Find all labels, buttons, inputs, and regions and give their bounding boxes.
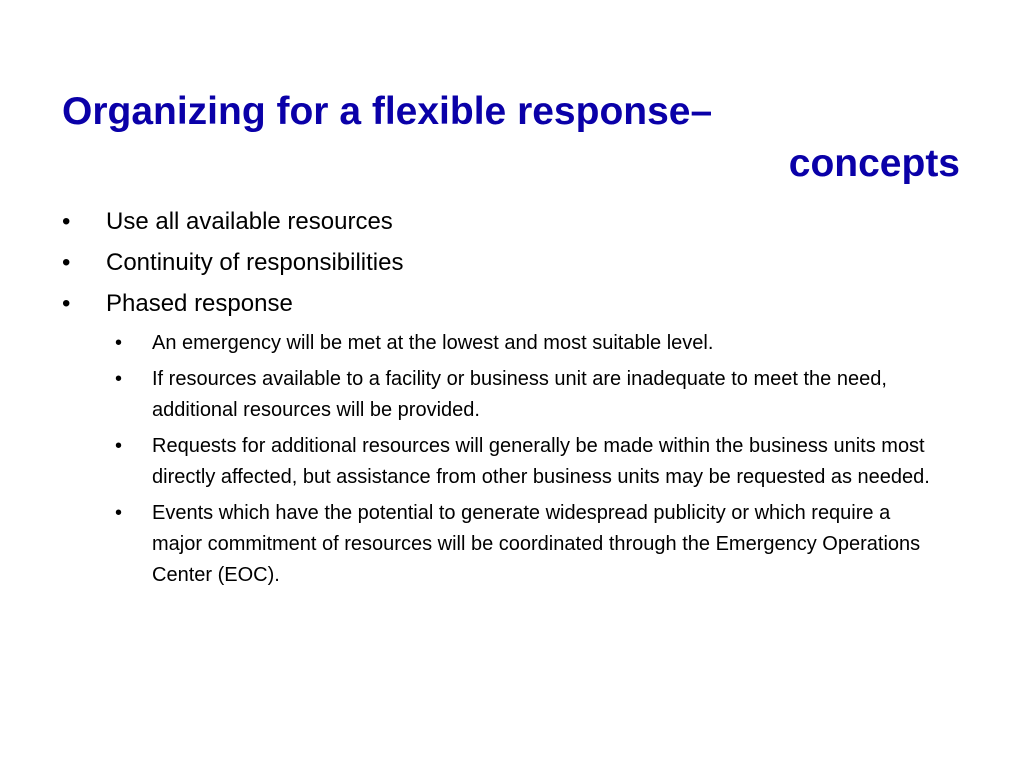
- sub-bullet-item: [115, 498, 942, 591]
- sub-bullet-item: [115, 364, 942, 426]
- bullet-dot-icon: •: [62, 249, 71, 276]
- sub-bullet-item: [115, 431, 942, 493]
- slide-title-line-2: concepts: [788, 142, 960, 185]
- bullet-text: Use all available resources: [106, 208, 393, 235]
- sub-bullet-text: If resources available to a facility or business unit are inadequate to meet the need, additional resources will be provided.: [152, 368, 887, 421]
- sub-bullet-dot-icon: •: [115, 435, 123, 457]
- bullet-item: [62, 205, 942, 239]
- sub-bullet-dot-icon: •: [115, 368, 123, 390]
- sub-bullet-item: [115, 328, 942, 359]
- sub-bullet-dot-icon: •: [115, 502, 123, 524]
- bullet-item: [62, 287, 942, 321]
- sub-bullet-list: [62, 328, 942, 591]
- bullet-text: Continuity of responsibilities: [106, 249, 404, 276]
- sub-bullet-container: [62, 328, 942, 591]
- sub-bullet-text: An emergency will be met at the lowest and most suitable level.: [152, 332, 714, 354]
- sub-bullet-dot-icon: •: [115, 332, 123, 354]
- slide-title-line-1: Organizing for a flexible response–: [62, 90, 713, 133]
- bullet-dot-icon: •: [62, 208, 71, 235]
- bullet-text: Phased response: [106, 290, 293, 317]
- slide-title: [62, 86, 960, 190]
- sub-bullet-text: Events which have the potential to generate widespread publicity or which require a major commitment of resources will be coordinated through the Emergency Operations Center (EOC).: [152, 502, 921, 586]
- sub-bullet-text: Requests for additional resources will generally be made within the business units most directly affected, but assistance from other business units may be requested as needed.: [152, 435, 930, 488]
- bullet-item: [62, 246, 942, 280]
- bullet-list: [62, 205, 942, 596]
- bullet-dot-icon: •: [62, 290, 71, 317]
